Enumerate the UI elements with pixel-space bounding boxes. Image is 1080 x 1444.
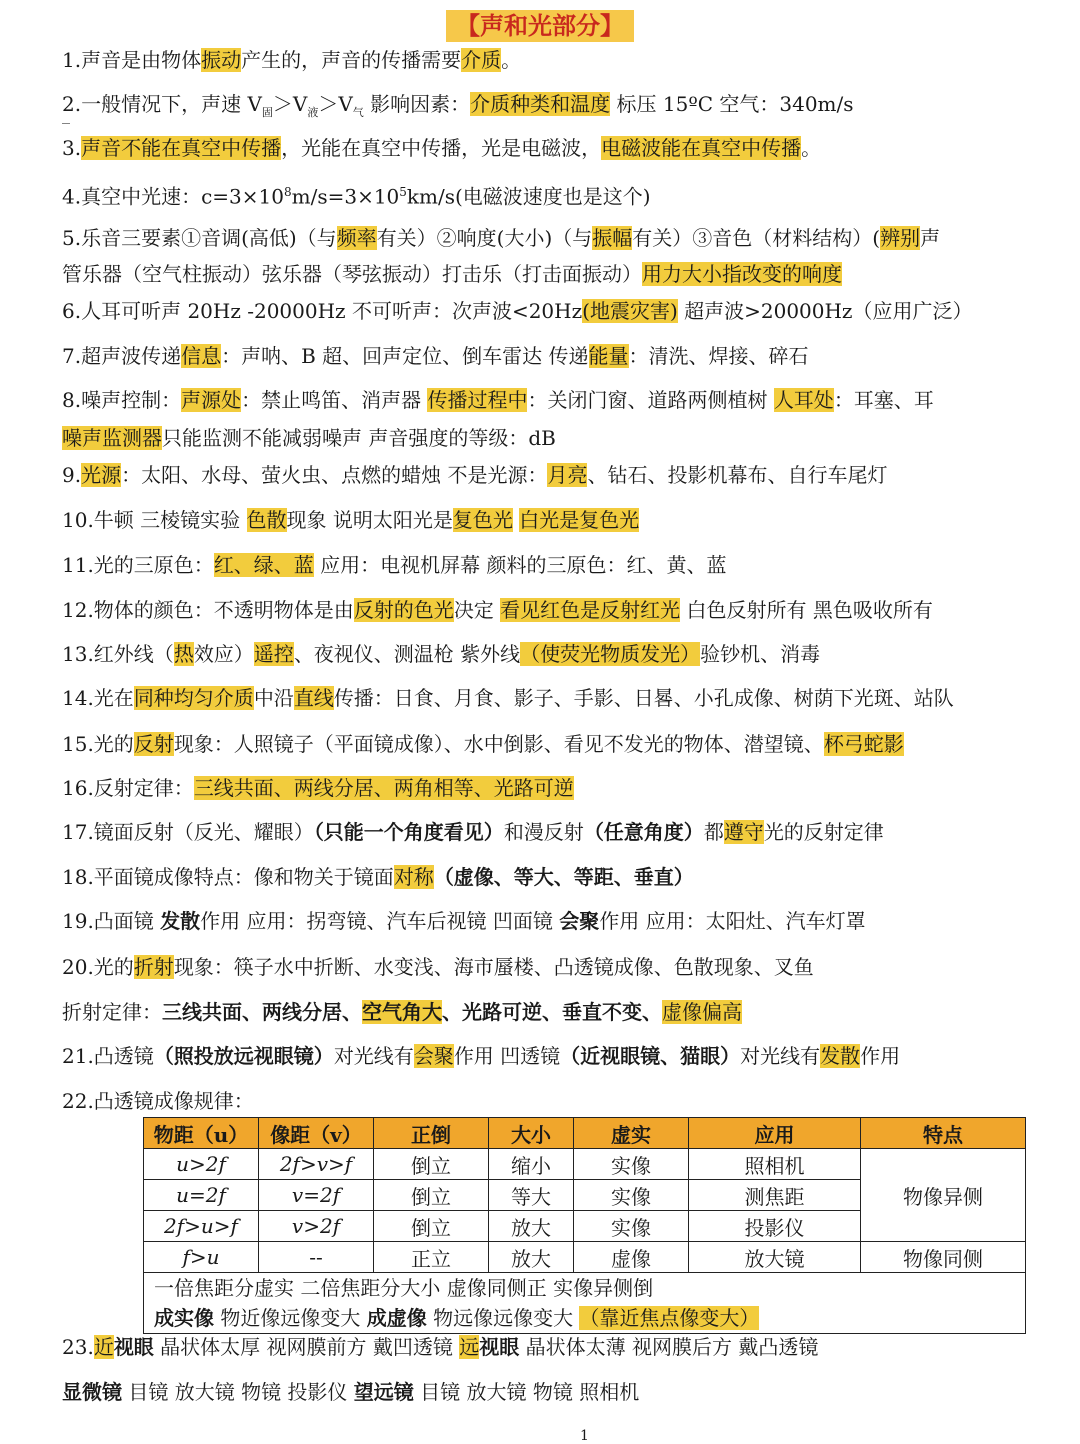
header-image-distance: 像距（v） — [259, 1118, 374, 1149]
highlighted-text: 介质种类和温度 — [470, 92, 611, 116]
note-line-5 — [62, 224, 1080, 252]
highlighted-text: 虚像偏高 — [662, 1000, 742, 1024]
table-row — [144, 1149, 1026, 1180]
text-segment: 气 — [352, 106, 364, 119]
text-segment: （近视眼镜、猫眼） — [560, 1044, 741, 1068]
text-segment: 23. — [62, 1335, 94, 1359]
text-segment: ：声呐、B 超、回声定位、倒车雷达 传递 — [221, 344, 589, 368]
text-segment: 作用 应用：太阳灶、汽车灯罩 — [599, 909, 866, 933]
note-line-11 — [62, 461, 1080, 489]
highlighted-text: 看见红色是反射红光 — [500, 598, 681, 622]
text-segment: 21.凸透镜 — [62, 1044, 154, 1068]
text-segment: 视眼 — [479, 1335, 520, 1359]
text-segment: 会聚 — [559, 909, 600, 933]
highlighted-text: 振幅 — [592, 226, 633, 250]
table-notes — [144, 1273, 1026, 1334]
text-segment: 9. — [62, 463, 82, 487]
note-line-18 — [62, 774, 1080, 802]
text-segment: 对光线有 — [333, 1044, 414, 1068]
text-segment: ：耳塞、耳 — [833, 388, 934, 412]
text-segment: ：禁止鸣笛、消声器 — [241, 388, 428, 412]
header-object-distance: 物距（u） — [144, 1118, 259, 1149]
highlighted-text: 会聚 — [413, 1044, 454, 1068]
header-orientation: 正倒 — [374, 1118, 489, 1149]
header-feature: 特点 — [861, 1118, 1026, 1149]
header-size: 大小 — [489, 1118, 574, 1149]
feature-same-cell: 物像同侧 — [861, 1242, 1026, 1273]
highlighted-text: (地震灾害) — [582, 299, 678, 323]
text-segment: 标压 15ºC 空气：340m/s — [610, 92, 854, 116]
highlighted-text: 空气角大 — [362, 1000, 442, 1024]
text-segment: 16.反射定律： — [62, 776, 194, 800]
text-segment: 折射定律： — [62, 1000, 162, 1024]
text-segment: 有关）③音色（材料结构）( — [632, 226, 881, 250]
highlighted-text: 色散 — [246, 508, 287, 532]
text-segment: 视眼 — [113, 1335, 154, 1359]
text-segment: 决定 — [453, 598, 501, 622]
highlighted-text: 反射 — [133, 732, 174, 756]
text-segment: 应用：电视机屏幕 颜料的三原色：红、黄、蓝 — [313, 553, 727, 577]
highlighted-text: 对称 — [393, 865, 434, 889]
note-line-7 — [62, 297, 1080, 325]
note-line-27 — [62, 1378, 1080, 1406]
note-line-23 — [62, 998, 1080, 1026]
note-line-25 — [62, 1087, 1080, 1115]
table-cell: -- — [259, 1242, 374, 1273]
highlighted-text: 频率 — [336, 226, 377, 250]
text-segment: ＞V — [272, 92, 308, 116]
note-line-15 — [62, 640, 1080, 668]
text-segment: 中沿 — [253, 686, 294, 710]
text-segment: 、光路可逆、垂直不变、 — [442, 1000, 662, 1024]
notes-line-1: 一倍焦距分虚实 二倍焦距分大小 虚像同侧正 实像异侧倒 — [154, 1276, 654, 1300]
highlighted-text: 热 — [173, 642, 194, 666]
table-cell: 等大 — [489, 1180, 574, 1211]
table-cell: 照相机 — [689, 1149, 861, 1180]
table-cell: f>u — [144, 1242, 259, 1273]
note-line-4 — [62, 178, 1080, 211]
text-segment: 成虚像 — [366, 1306, 427, 1330]
text-segment: 产生的，声音的传播需要 — [241, 48, 462, 72]
text-segment: 2.一般情况下，声速 V — [62, 92, 262, 116]
header-application: 应用 — [689, 1118, 861, 1149]
note-line-9 — [62, 386, 1080, 414]
highlighted-text: 复色光 — [452, 508, 513, 532]
text-segment: 晶状体太厚 视网膜前方 戴凹透镜 — [153, 1335, 460, 1359]
text-segment: 14.光在 — [62, 686, 134, 710]
note-line-3 — [62, 134, 1080, 162]
text-segment: （任意角度） — [583, 820, 704, 844]
table-cell: 实像 — [574, 1149, 689, 1180]
notes-line-2 — [154, 1303, 1025, 1333]
text-segment: 作用 — [860, 1044, 901, 1068]
highlighted-text: 介质 — [461, 48, 502, 72]
table-cell: 正立 — [374, 1242, 489, 1273]
note-line-14 — [62, 596, 1080, 624]
text-segment: 。 — [501, 48, 522, 72]
highlighted-text: 振动 — [201, 48, 242, 72]
text-segment: 10.牛顿 三棱镜实验 — [62, 508, 247, 532]
highlighted-text: 电磁波能在真空中传播 — [601, 136, 802, 160]
section-title: 【声和光部分】 — [0, 6, 1080, 41]
highlighted-text: 噪声监测器 — [62, 426, 162, 450]
text-segment: 望远镜 — [353, 1380, 414, 1404]
table-cell: 测焦距 — [689, 1180, 861, 1211]
highlighted-text: （靠近焦点像变大） — [579, 1306, 760, 1330]
highlighted-text: 光源 — [81, 463, 122, 487]
text-segment: 对光线有 — [740, 1044, 821, 1068]
text-segment: 白色反射所有 黑色吸收所有 — [680, 598, 933, 622]
highlighted-text: 遥控 — [253, 642, 294, 666]
text-segment: 成实像 — [154, 1306, 214, 1330]
highlighted-text: 反射的色光 — [353, 598, 454, 622]
text-segment: 物远像远像变大 — [426, 1306, 580, 1330]
highlighted-text: （使荧光物质发光） — [520, 642, 701, 666]
text-segment: 验钞机、消毒 — [700, 642, 821, 666]
note-line-19 — [62, 818, 1080, 846]
highlighted-text: 辨别 — [880, 226, 921, 250]
page-number: 1 — [580, 1428, 589, 1444]
highlighted-text: 白光是复色光 — [519, 508, 640, 532]
text-segment: （虚像、等大、等距、垂直） — [433, 865, 694, 889]
table-cell: 2f>u>f — [144, 1211, 259, 1242]
text-segment: 和漫反射 — [503, 820, 584, 844]
text-segment: 目镜 放大镜 物镜 投影仪 — [122, 1380, 354, 1404]
text-segment: 光的反射定律 — [763, 820, 884, 844]
text-segment: 1.声音是由物体 — [62, 48, 202, 72]
note-line-26 — [62, 1333, 1080, 1361]
text-segment: 19.凸面镜 — [62, 909, 161, 933]
table-cell: 放大 — [489, 1242, 574, 1273]
text-segment: 管乐器（空气柱振动）弦乐器（琴弦振动）打击乐（打击面振动） — [62, 262, 642, 286]
text-segment: 8 — [283, 185, 292, 199]
highlighted-text: 月亮 — [547, 463, 588, 487]
table-cell: 虚像 — [574, 1242, 689, 1273]
note-line-21 — [62, 907, 1080, 935]
text-segment: （只能一个角度看见） — [313, 820, 504, 844]
note-line-6 — [62, 260, 1080, 288]
text-segment: 只能监测不能减弱噪声 声音强度的等级：dB — [162, 426, 556, 450]
text-segment: 有关）②响度(大小)（与 — [376, 226, 593, 250]
highlighted-text: 远 — [459, 1335, 480, 1359]
text-segment: 3. — [62, 136, 82, 160]
text-segment: ：关闭门窗、道路两侧植树 — [527, 388, 774, 412]
text-segment: 显微镜 — [62, 1380, 122, 1404]
text-segment: 固 — [261, 106, 273, 119]
table-cell: 实像 — [574, 1211, 689, 1242]
note-line-22 — [62, 953, 1080, 981]
highlighted-text: 近 — [93, 1335, 114, 1359]
text-segment: 4.真空中光速：c=3×10 — [62, 184, 284, 209]
table-cell: u>2f — [144, 1149, 259, 1180]
text-segment: 效应） — [193, 642, 254, 666]
text-segment: 12.物体的颜色：不透明物体是由 — [62, 598, 354, 622]
highlighted-text: 用力大小指改变的响度 — [642, 262, 842, 286]
highlighted-text: 传播过程中 — [427, 388, 528, 412]
text-segment: 8.噪声控制： — [62, 388, 182, 412]
highlighted-text: 遵守 — [723, 820, 764, 844]
text-segment: 20.光的 — [62, 955, 134, 979]
note-line-1 — [62, 46, 1080, 74]
highlighted-text: 能量 — [588, 344, 629, 368]
underline-mark: ‾ — [62, 120, 70, 139]
highlighted-text: 信息 — [181, 344, 222, 368]
table-cell: 实像 — [574, 1180, 689, 1211]
text-segment: 传播：日食、月食、影子、手影、日晷、小孔成像、树荫下光斑、站队 — [333, 686, 954, 710]
table-notes-row — [144, 1273, 1026, 1334]
text-segment: 15.光的 — [62, 732, 134, 756]
text-segment: 17.镜面反射（反光、耀眼） — [62, 820, 314, 844]
table-cell: 投影仪 — [689, 1211, 861, 1242]
text-segment: 目镜 放大镜 物镜 照相机 — [413, 1380, 640, 1404]
text-segment: 晶状体太薄 视网膜后方 戴凸透镜 — [519, 1335, 819, 1359]
table-row — [144, 1242, 1026, 1273]
text-segment: 作用 应用：拐弯镜、汽车后视镜 凹面镜 — [200, 909, 560, 933]
text-segment: 三线共面、两线分居、 — [162, 1000, 362, 1024]
text-segment: 、钻石、投影机幕布、自行车尾灯 — [587, 463, 888, 487]
text-segment: 22.凸透镜成像规律： — [62, 1089, 254, 1113]
text-segment: 声 — [920, 226, 941, 250]
note-line-2 — [62, 90, 1080, 127]
highlighted-text: 杯弓蛇影 — [823, 732, 904, 756]
highlighted-text: 直线 — [293, 686, 334, 710]
text-segment: 18.平面镜成像特点：像和物关于镜面 — [62, 865, 394, 889]
note-line-24 — [62, 1042, 1080, 1070]
text-segment: 11.光的三原色： — [62, 553, 214, 577]
table-cell: u=2f — [144, 1180, 259, 1211]
feature-opposite-cell: 物像异侧 — [861, 1149, 1026, 1242]
note-line-16 — [62, 684, 1080, 712]
table-cell: 倒立 — [374, 1149, 489, 1180]
text-segment: ：太阳、水母、萤火虫、点燃的蜡烛 不是光源： — [121, 463, 548, 487]
text-segment: 、夜视仪、测温枪 紫外线 — [293, 642, 521, 666]
text-segment: ：清洗、焊接、碎石 — [628, 344, 809, 368]
text-segment: 发散 — [160, 909, 201, 933]
table-cell: v>2f — [259, 1211, 374, 1242]
text-segment: 现象：筷子水中折断、水变浅、海市蜃楼、凸透镜成像、色散现象、叉鱼 — [173, 955, 814, 979]
text-segment: 作用 凹透镜 — [453, 1044, 561, 1068]
table-cell: 倒立 — [374, 1180, 489, 1211]
text-segment: 现象 说明太阳光是 — [286, 508, 453, 532]
text-segment: ＞V — [318, 92, 353, 116]
text-segment: ，光能在真空中传播，光是电磁波， — [281, 136, 602, 160]
text-segment: 超声波>20000Hz（应用广泛） — [677, 299, 973, 323]
lens-imaging-table — [143, 1117, 1026, 1334]
table-cell: 放大镜 — [689, 1242, 861, 1273]
highlighted-text: 红、绿、蓝 — [213, 553, 314, 577]
highlighted-text: 发散 — [820, 1044, 861, 1068]
text-segment: 6.人耳可听声 20Hz -20000Hz 不可听声：次声波<20Hz — [62, 299, 583, 323]
note-line-10 — [62, 424, 1080, 452]
table-cell: 2f>v>f — [259, 1149, 374, 1180]
note-line-20 — [62, 863, 1080, 891]
text-segment: 。 — [801, 136, 822, 160]
highlighted-text: 同种均匀介质 — [133, 686, 254, 710]
table-cell: v=2f — [259, 1180, 374, 1211]
text-segment: 7.超声波传递 — [62, 344, 182, 368]
text-segment: 物近像远像变大 — [214, 1306, 367, 1330]
table-cell: 缩小 — [489, 1149, 574, 1180]
table-cell: 倒立 — [374, 1211, 489, 1242]
highlighted-text: 声源处 — [181, 388, 242, 412]
text-segment: （照投放远视眼镜） — [153, 1044, 334, 1068]
text-segment: m/s=3×10 — [291, 184, 400, 209]
text-segment: km/s(电磁波速度也是这个) — [406, 184, 651, 209]
header-real-virtual: 虚实 — [574, 1118, 689, 1149]
text-segment: 13.红外线（ — [62, 642, 174, 666]
text-segment: 影响因素： — [363, 92, 471, 116]
table-header-row — [144, 1118, 1026, 1149]
highlighted-text: 人耳处 — [773, 388, 834, 412]
text-segment: 都 — [703, 820, 724, 844]
text-segment: 现象：人照镜子（平面镜成像）、水中倒影、看见不发光的物体、潜望镜、 — [173, 732, 824, 756]
table-cell: 放大 — [489, 1211, 574, 1242]
text-segment: 5 — [399, 185, 407, 199]
text-segment: 液 — [307, 106, 319, 119]
text-segment: 5.乐音三要素①音调(高低)（与 — [62, 226, 337, 250]
note-line-17 — [62, 730, 1080, 758]
highlighted-text: 三线共面、两线分居、两角相等、光路可逆 — [193, 776, 574, 800]
highlighted-text: 声音不能在真空中传播 — [81, 136, 282, 160]
note-line-13 — [62, 551, 1080, 579]
note-line-12 — [62, 506, 1080, 534]
note-line-8 — [62, 342, 1080, 370]
highlighted-text: 折射 — [133, 955, 174, 979]
